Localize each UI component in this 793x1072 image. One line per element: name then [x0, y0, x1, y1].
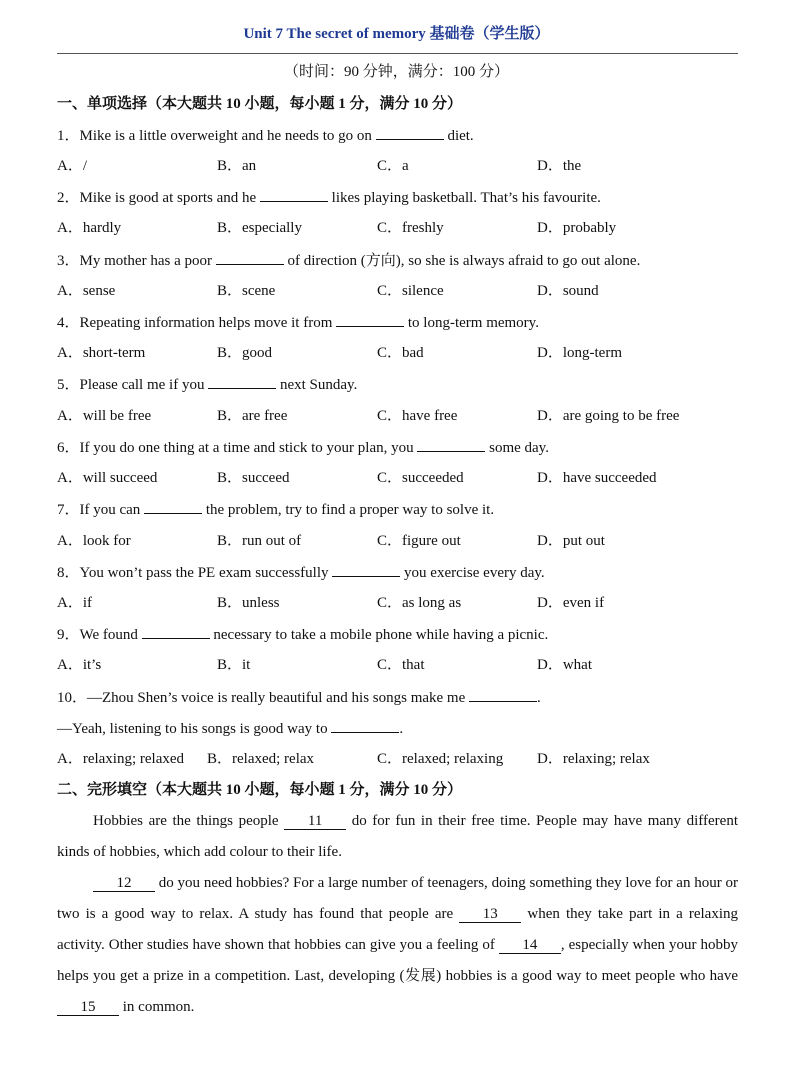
option-a[interactable]: A．short-term [57, 345, 146, 361]
option-a[interactable]: A．if [57, 595, 92, 611]
page-title: Unit 7 The secret of memory 基础卷（学生版） [243, 26, 550, 42]
cloze-blank-13[interactable]: 13 [459, 906, 521, 923]
cloze-paragraph-1: Hobbies are the things people 11 do for fun in their free time. People may have many different kinds of hobbies, which add colour to their life. [57, 813, 738, 860]
question-4: 4．Repeating information helps move it from to long-term memory. [57, 312, 747, 333]
section1-heading: 一、单项选择（本大题共 10 小题，每小题 1 分，满分 10 分） [57, 96, 463, 112]
option-d[interactable]: D．relaxing; relax [537, 751, 650, 767]
option-c[interactable]: C．a [377, 158, 409, 174]
option-c[interactable]: C．figure out [377, 533, 461, 549]
option-b[interactable]: B．are free [217, 408, 288, 424]
answer-blank[interactable] [336, 312, 404, 327]
answer-blank[interactable] [331, 718, 399, 733]
cloze-blank-12[interactable]: 12 [93, 875, 155, 892]
option-d[interactable]: D．put out [537, 533, 605, 549]
option-c[interactable]: C．relaxed; relaxing [377, 751, 504, 767]
option-d[interactable]: D．are going to be free [537, 408, 680, 424]
question-6: 6．If you do one thing at a time and stick to your plan, you some day. [57, 437, 747, 458]
question-5: 5．Please call me if you next Sunday. [57, 374, 747, 395]
option-b[interactable]: B．especially [217, 220, 302, 236]
option-a[interactable]: A．will be free [57, 408, 152, 424]
answer-blank[interactable] [144, 499, 202, 514]
question-10-line-1: 10．—Zhou Shen’s voice is really beautiful and his songs make me . [57, 687, 747, 708]
question-1: 1．Mike is a little overweight and he needs to go on diet. [57, 125, 747, 146]
answer-blank[interactable] [260, 187, 328, 202]
answer-blank[interactable] [332, 562, 400, 577]
cloze-paragraph-2: 12 do you need hobbies? For a large number of teenagers, doing something they love for an hour or two is a good way to relax. A study has found that people are 13 when they take part in a relaxing activity. Other studies have shown that hobbies can give you a feeling of 14 , especially when your hobby helps you get a prize in a competition. Last, developing (发展) hobbies is a good way to meet people who have 15 in common. [57, 875, 739, 1015]
cloze-blank-14[interactable]: 14 [499, 937, 561, 954]
header-divider [57, 53, 738, 54]
question-3: 3．My mother has a poor of direction (方向), so she is always afraid to go out alone. [57, 250, 747, 271]
option-d[interactable]: D．even if [537, 595, 605, 611]
question-10-line-2: —Yeah, listening to his songs is good way to . [57, 718, 747, 739]
answer-blank[interactable] [376, 125, 444, 140]
option-c[interactable]: C．that [377, 657, 425, 673]
option-b[interactable]: B．relaxed; relax [207, 751, 315, 767]
option-c[interactable]: C．have free [377, 408, 458, 424]
option-a[interactable]: A．/ [57, 158, 88, 174]
option-c[interactable]: C．bad [377, 345, 424, 361]
option-c[interactable]: C．as long as [377, 595, 462, 611]
option-d[interactable]: D．sound [537, 283, 599, 299]
answer-blank[interactable] [216, 250, 284, 265]
cloze-blank-15[interactable]: 15 [57, 999, 119, 1016]
option-b[interactable]: B．an [217, 158, 257, 174]
question-9: 9．We found necessary to take a mobile phone while having a picnic. [57, 624, 747, 645]
answer-blank[interactable] [142, 624, 210, 639]
answer-blank[interactable] [208, 374, 276, 389]
cloze-blank-11[interactable]: 11 [284, 813, 346, 830]
question-8: 8．You won’t pass the PE exam successfully you exercise every day. [57, 562, 747, 583]
option-c[interactable]: C．succeeded [377, 470, 464, 486]
section2-heading: 二、完形填空（本大题共 10 小题，每小题 1 分，满分 10 分） [57, 782, 463, 798]
option-c[interactable]: C．silence [377, 283, 444, 299]
option-b[interactable]: B．scene [217, 283, 276, 299]
option-a[interactable]: A．relaxing; relaxed [57, 751, 185, 767]
option-a[interactable]: A．will succeed [57, 470, 158, 486]
question-2: 2．Mike is good at sports and he likes playing basketball. That’s his favourite. [57, 187, 747, 208]
option-c[interactable]: C．freshly [377, 220, 444, 236]
option-d[interactable]: D．what [537, 657, 592, 673]
question-7: 7．If you can the problem, try to find a proper way to solve it. [57, 499, 747, 520]
option-b[interactable]: B．good [217, 345, 273, 361]
option-b[interactable]: B．it [217, 657, 251, 673]
option-d[interactable]: D．long-term [537, 345, 622, 361]
option-a[interactable]: A．hardly [57, 220, 122, 236]
option-a[interactable]: A．sense [57, 283, 116, 299]
option-b[interactable]: B．succeed [217, 470, 290, 486]
option-b[interactable]: B．unless [217, 595, 280, 611]
answer-blank[interactable] [469, 687, 537, 702]
option-a[interactable]: A．look for [57, 533, 131, 549]
option-d[interactable]: D．have succeeded [537, 470, 657, 486]
time-info: （时间：90 分钟，满分：100 分） [283, 64, 509, 80]
option-d[interactable]: D．probably [537, 220, 617, 236]
option-d[interactable]: D．the [537, 158, 582, 174]
option-b[interactable]: B．run out of [217, 533, 302, 549]
answer-blank[interactable] [417, 437, 485, 452]
option-a[interactable]: A．it’s [57, 657, 102, 673]
